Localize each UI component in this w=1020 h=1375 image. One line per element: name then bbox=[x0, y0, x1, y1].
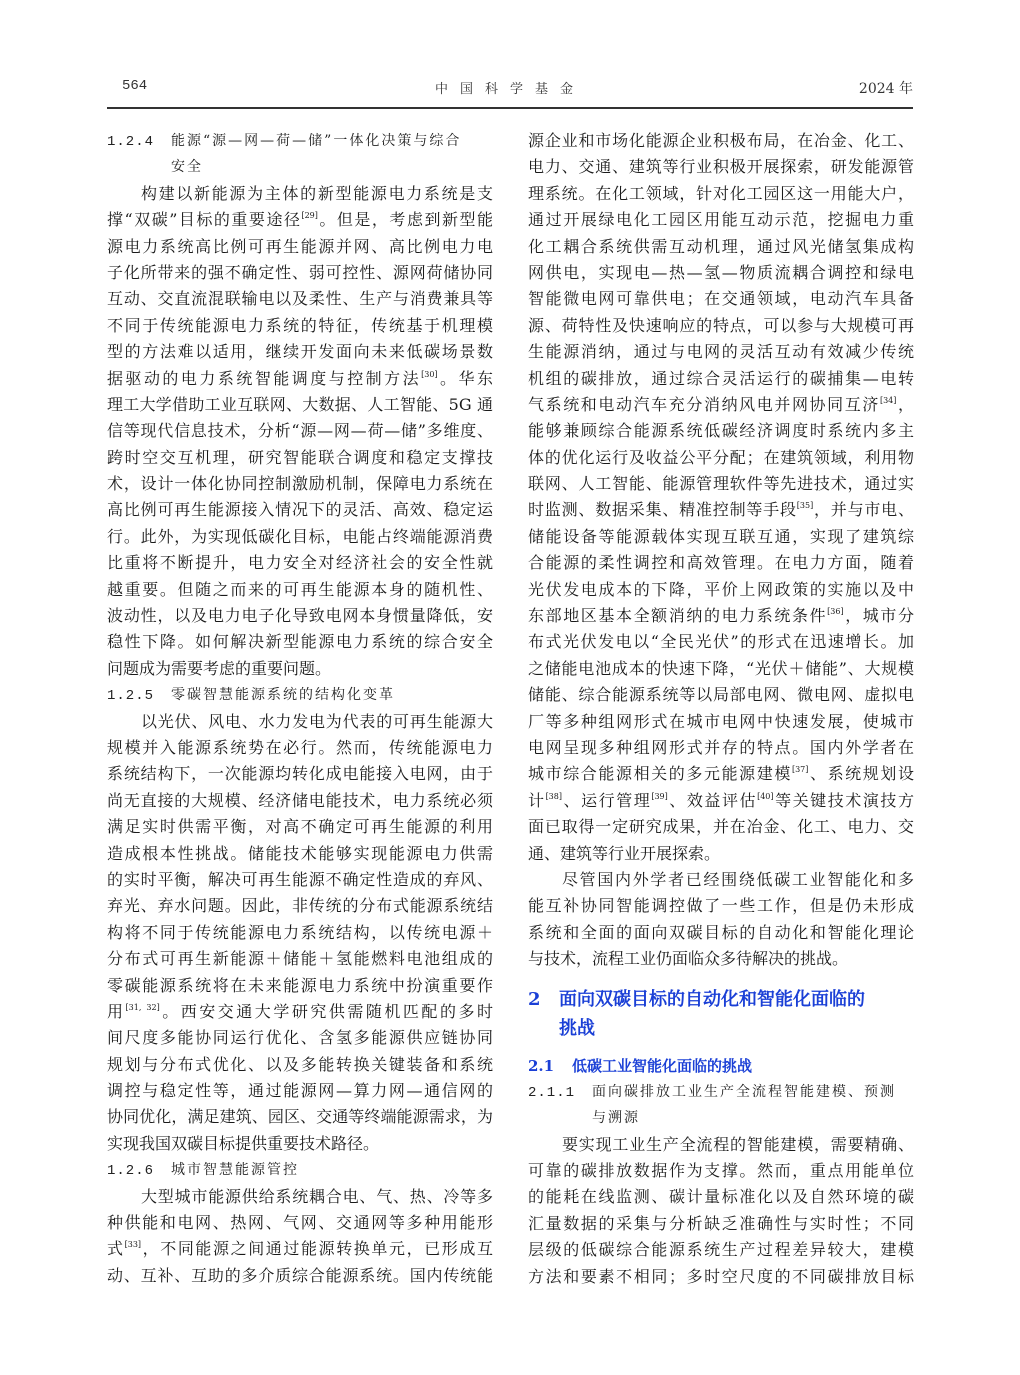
text-line: 调控与稳定性等，通过能源网—算力网—通信网的 bbox=[107, 1081, 493, 1101]
text-line: 构将不同于传统能源电力系统结构，以传统电源＋ bbox=[107, 922, 493, 942]
section-number: 2.1 bbox=[528, 1056, 555, 1075]
text-line: 尚无直接的大规模、经济储电能技术，电力系统必须 bbox=[107, 790, 493, 810]
citation: [33] bbox=[124, 1240, 142, 1250]
text-line: 化工耦合系统供需互动机理，通过风光储氢集成构 bbox=[528, 236, 914, 256]
text-line: 体的优化运行及收益公平分配；在建筑领域，利用物 bbox=[528, 447, 914, 467]
text-line: 汇量数据的采集与分析缺乏准确性与实时性；不同 bbox=[528, 1213, 914, 1233]
heading-text: 零碳智慧能源系统的结构化变革 bbox=[171, 687, 395, 704]
text-line: 系统结构下，一次能源均转化成电能接入电网，由于 bbox=[107, 764, 493, 784]
text-line: 跨时空交互机理，研究智能联合调度和稳定支撑技 bbox=[107, 447, 493, 467]
citation: [37] bbox=[791, 765, 809, 775]
text-line: 东部地区基本全额消纳的电力系统条件[36]，城市分 bbox=[528, 606, 914, 626]
text-line: 问题成为需要考虑的重要问题。 bbox=[107, 658, 332, 678]
text-line: 弃光、弃水问题。因此，非传统的分布式能源系统结 bbox=[107, 896, 493, 916]
text-line: 生能源消纳，通过与电网的灵活互动有效减少传统 bbox=[528, 342, 914, 362]
heading-line bbox=[528, 985, 914, 1014]
heading-text: 能源“源—网—荷—储”一体化决策与综合 bbox=[171, 133, 462, 149]
text-line: 满足实时供需平衡，对高不确定可再生能源的利用 bbox=[107, 817, 493, 837]
text-line: 撑“双碳”目标的重要途径[29]。但是，考虑到新型能 bbox=[107, 210, 493, 230]
citation: [29] bbox=[301, 211, 318, 221]
text-line: 动、互补、互助的多介质综合能源系统。国内传统能 bbox=[107, 1265, 493, 1285]
section-number: 1.2.5 bbox=[107, 688, 155, 705]
text-line: 分布式可再生新能源＋储能＋氢能燃料电池组成的 bbox=[107, 949, 493, 969]
heading-line bbox=[107, 682, 493, 708]
citation: [40] bbox=[757, 791, 774, 801]
text-line: 联网、人工智能、能源管理软件等先进技术，通过实 bbox=[528, 474, 914, 494]
text-line: 波动性，以及电力电子化导致电网本身惯量降低，安 bbox=[107, 606, 493, 626]
text-line: 与技术，流程工业仍面临众多待解决的挑战。 bbox=[528, 949, 849, 969]
text-line: 储能、综合能源系统等以局部电网、微电网、虚拟电 bbox=[528, 685, 914, 705]
text-line: 协同优化，满足建筑、园区、交通等终端能源需求，为 bbox=[107, 1107, 493, 1127]
right-column bbox=[528, 128, 914, 1290]
text-line: 子化所带来的强不确定性、弱可控性、源网荷储协同 bbox=[107, 262, 493, 282]
section-heading bbox=[528, 1079, 914, 1132]
text-line: 光伏发电成本的下降，平价上网政策的实施以及中 bbox=[528, 579, 914, 599]
text-line: 的实时平衡，解决可再生能源不确定性造成的弃风、 bbox=[107, 869, 493, 889]
heading-text: 安全 bbox=[171, 159, 203, 176]
text-line: 能互补协同智能调控做了一些工作，但是仍未形成 bbox=[528, 896, 914, 916]
text-line: 互动、交直流混联输电以及柔性、生产与消费兼具等 bbox=[107, 289, 493, 309]
text-line: 零碳能源系统将在未来能源电力系统中扮演重要作 bbox=[107, 975, 493, 995]
text-line: 实现我国双碳目标提供重要技术路径。 bbox=[107, 1133, 380, 1153]
text-line: 型的方法难以适用，继续开发面向未来低碳场景数 bbox=[107, 342, 493, 362]
text-line: 气系统和电动汽车充分消纳风电并网协同互济[34]， bbox=[528, 394, 914, 414]
text-line: 厂等多种组网形式在城市电网中快速发展，使城市 bbox=[528, 711, 914, 731]
section-heading bbox=[107, 682, 493, 708]
text-line: 合能源的柔性调控和高效管理。在电力方面，随着 bbox=[528, 553, 914, 573]
heading-text: 与溯源 bbox=[592, 1110, 640, 1127]
section-number: 1.2.4 bbox=[107, 134, 155, 150]
text-line: 高比例可再生能源接入情况下的灵活、高效、稳定运 bbox=[107, 500, 493, 520]
text-line: 机组的碳排放，通过综合灵活运行的碳捕集—电转 bbox=[528, 368, 914, 388]
text-line: 大型城市能源供给系统耦合电、气、热、冷等多 bbox=[141, 1186, 493, 1206]
text-line: 稳性下降。如何解决新型能源电力系统的综合安全 bbox=[107, 632, 493, 652]
text-line: 布式光伏发电以“全民光伏”的形式在迅速增长。加 bbox=[528, 632, 914, 652]
text-line: 时监测、数据采集、精准控制等手段[35]，并与市电、 bbox=[528, 500, 914, 520]
publication-year: 2024 年 bbox=[858, 81, 913, 97]
text-line: 越重要。但随之而来的可再生能源本身的随机性、 bbox=[107, 579, 493, 599]
text-line: 源、荷特性及快速响应的特点，可以参与大规模可再 bbox=[528, 315, 914, 335]
heading-line bbox=[528, 1014, 914, 1043]
text-line: 据驱动的电力系统智能调度与控制方法[30]。华东 bbox=[107, 368, 493, 388]
paragraph bbox=[107, 181, 493, 682]
text-line: 用[31, 32]。西安交通大学研究供需随机匹配的多时 bbox=[107, 1001, 493, 1021]
text-line: 信等现代信息技术，分析“源—网—荷—储”多维度、 bbox=[107, 421, 493, 441]
paragraph bbox=[528, 128, 914, 867]
citation: [30] bbox=[421, 369, 438, 379]
heading-line bbox=[528, 1053, 914, 1079]
header-rule bbox=[107, 107, 913, 109]
text-line: 的能耗在线监测、碳计量标准化以及自然环境的碳 bbox=[528, 1187, 914, 1207]
heading-text: 面向碳排放工业生产全流程智能建模、预测 bbox=[592, 1083, 896, 1100]
text-line: 城市综合能源相关的多元能源建模[37]、系统规划设 bbox=[528, 764, 914, 784]
citation: [34] bbox=[879, 395, 897, 405]
text-line: 电力、交通、建筑等行业积极开展探索，研发能源管 bbox=[528, 157, 914, 177]
section-heading bbox=[528, 1053, 914, 1079]
heading-line bbox=[107, 128, 493, 154]
section-number: 2 bbox=[528, 988, 541, 1010]
heading-line bbox=[528, 1079, 914, 1105]
paragraph bbox=[107, 709, 493, 1158]
text-line: 方法和要素不相同；多时空尺度的不同碳排放目标 bbox=[528, 1266, 914, 1286]
text-line: 造成根本性挑战。储能技术能够实现能源电力供需 bbox=[107, 843, 493, 863]
text-line: 间尺度多能协同运行优化、含氢多能源供应链协同 bbox=[107, 1028, 493, 1048]
text-line: 式[33]，不同能源之间通过能源转换单元，已形成互 bbox=[107, 1239, 493, 1259]
text-line: 比重将不断提升，电力安全对经济社会的安全性就 bbox=[107, 553, 493, 573]
heading-text: 面向双碳目标的自动化和智能化面临的 bbox=[559, 988, 865, 1010]
text-line: 通过开展绿电化工园区用能互动示范，挖掘电力重 bbox=[528, 210, 914, 230]
citation: [31, 32] bbox=[125, 1002, 160, 1012]
heading-text: 挑战 bbox=[559, 1017, 595, 1039]
text-line: 规划与分布式优化、以及多能转换关键装备和系统 bbox=[107, 1054, 493, 1074]
text-line: 网供电，实现电—热—氢—物质流耦合调控和绿电 bbox=[528, 262, 914, 282]
text-line: 系统和全面的面向双碳目标的自动化和智能化理论 bbox=[528, 922, 914, 942]
section-heading bbox=[528, 985, 914, 1043]
citation: [35] bbox=[796, 501, 814, 511]
heading-text: 低碳工业智能化面临的挑战 bbox=[572, 1056, 753, 1075]
text-line: 行。此外，为实现低碳化目标，电能占终端能源消费 bbox=[107, 526, 493, 546]
text-line: 智能微电网可靠供电；在交通领域，电动汽车具备 bbox=[528, 289, 914, 309]
text-line: 源企业和市场化能源企业积极布局，在冶金、化工、 bbox=[528, 131, 914, 150]
section-heading bbox=[107, 1157, 493, 1183]
text-line: 理系统。在化工领域，针对化工园区这一用能大户， bbox=[528, 183, 914, 203]
text-line: 之储能电池成本的快速下降，“光伏＋储能”、大规模 bbox=[528, 658, 914, 678]
text-line: 不同于传统能源电力系统的特征，传统基于机理模 bbox=[107, 315, 493, 335]
citation: [36] bbox=[827, 607, 844, 617]
text-line: 尽管国内外学者已经围绕低碳工业智能化和多 bbox=[562, 869, 914, 889]
text-line: 术，设计一体化协同控制激励机制，保障电力系统在 bbox=[107, 474, 493, 494]
text-line: 计[38]、运行管理[39]、效益评估[40]等关键技术演技方 bbox=[528, 790, 914, 810]
text-line: 储能设备等能源载体实现互联互通，实现了建筑综 bbox=[528, 526, 914, 546]
text-line: 能够兼顾综合能源系统低碳经济调度时系统内多主 bbox=[528, 421, 914, 441]
text-line: 层级的低碳综合能源系统生产过程差异较大，建模 bbox=[528, 1240, 914, 1260]
section-number: 1.2.6 bbox=[107, 1163, 155, 1180]
journal-title: 中国科学基金 bbox=[434, 82, 585, 97]
text-line: 以光伏、风电、水力发电为代表的可再生能源大 bbox=[141, 711, 493, 731]
text-line: 面已取得一定研究成果，并在冶金、化工、电力、交 bbox=[528, 817, 914, 837]
page-number: 564 bbox=[122, 78, 148, 94]
text-line: 可靠的碳排放数据作为支撑。然而，重点用能单位 bbox=[528, 1161, 914, 1181]
paragraph bbox=[107, 1184, 493, 1290]
paragraph bbox=[528, 1132, 914, 1290]
heading-text: 城市智慧能源管控 bbox=[171, 1162, 299, 1179]
left-column bbox=[107, 128, 493, 1289]
text-line: 规模并入能源系统势在必行。然而，传统能源电力 bbox=[107, 737, 493, 757]
text-line: 要实现工业生产全流程的智能建模，需要精确、 bbox=[562, 1134, 914, 1154]
text-line: 种供能和电网、热网、气网、交通网等多种用能形 bbox=[107, 1213, 493, 1233]
section-heading bbox=[107, 128, 493, 181]
text-line: 构建以新能源为主体的新型能源电力系统是支 bbox=[141, 183, 493, 203]
text-line: 理工大学借助工业互联网、大数据、人工智能、5G 通 bbox=[107, 394, 493, 414]
text-line: 通、建筑等行业开展探索。 bbox=[528, 843, 721, 863]
heading-line bbox=[107, 154, 493, 180]
text-line: 电网呈现多种组网形式并存的特点。国内外学者在 bbox=[528, 737, 914, 757]
citation: [39] bbox=[651, 791, 668, 801]
text-line: 源电力系统高比例可再生能源并网、高比例电力电 bbox=[107, 236, 493, 256]
citation: [38] bbox=[545, 791, 562, 801]
heading-line bbox=[107, 1157, 493, 1183]
section-number: 2.1.1 bbox=[528, 1084, 576, 1101]
heading-line bbox=[528, 1105, 914, 1131]
paragraph bbox=[528, 867, 914, 973]
